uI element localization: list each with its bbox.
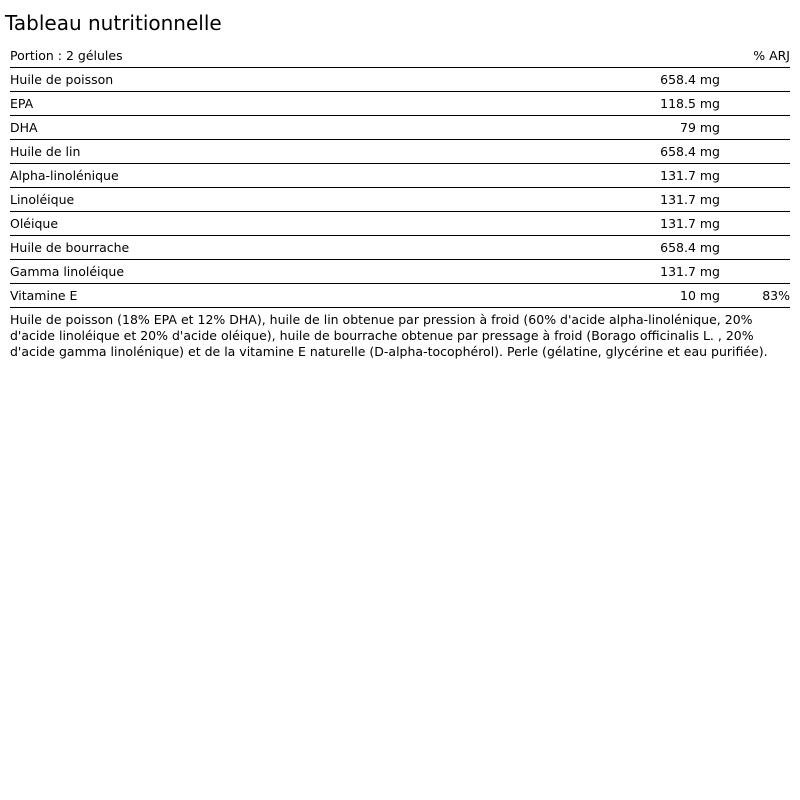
nutrient-name: Linoléique bbox=[10, 192, 75, 207]
table-row bbox=[10, 68, 790, 92]
nutrient-amount: 131.7 mg bbox=[660, 216, 720, 231]
nutrient-name: Huile de bourrache bbox=[10, 240, 130, 255]
table-row bbox=[10, 260, 790, 284]
table-row bbox=[10, 188, 790, 212]
nutrient-pct bbox=[720, 212, 790, 236]
nutrient-amount: 118.5 mg bbox=[660, 96, 720, 111]
table-row bbox=[10, 164, 790, 188]
nutrient-pct bbox=[720, 188, 790, 212]
nutrient-amount: 658.4 mg bbox=[660, 72, 720, 87]
nutrient-name: EPA bbox=[10, 96, 34, 111]
amount-header bbox=[590, 44, 720, 68]
ingredients-text: Huile de poisson (18% EPA et 12% DHA), huile de lin obtenue par pression à froid (60% d'acide alpha-linolénique, 20% d'acide linoléique et 20% d'acide oléique), huile de bourrache obtenue par pressage à froid (Borago officinalis L. , 20% d'acide gamma linolénique) et de la vitamine E naturelle (D-alpha-tocophérol). Perle (gélatine, glycérine et eau purifiée). bbox=[10, 312, 768, 359]
table-row bbox=[10, 140, 790, 164]
nutrient-amount: 658.4 mg bbox=[660, 240, 720, 255]
nutrient-amount: 79 mg bbox=[680, 120, 720, 135]
page-title: Tableau nutritionnelle bbox=[5, 11, 222, 35]
nutrient-pct: 83% bbox=[762, 288, 790, 303]
nutrient-pct bbox=[720, 260, 790, 284]
table-row bbox=[10, 92, 790, 116]
nutrient-name: DHA bbox=[10, 120, 38, 135]
table-row bbox=[10, 116, 790, 140]
nutrient-name: Huile de lin bbox=[10, 144, 81, 159]
nutrient-name: Oléique bbox=[10, 216, 59, 231]
nutrient-name: Huile de poisson bbox=[10, 72, 114, 87]
nutrient-amount: 10 mg bbox=[680, 288, 720, 303]
nutrient-pct bbox=[720, 164, 790, 188]
nutrient-name: Gamma linoléique bbox=[10, 264, 125, 279]
nutrient-pct bbox=[720, 140, 790, 164]
nutrient-amount: 131.7 mg bbox=[660, 264, 720, 279]
nutrient-pct bbox=[720, 236, 790, 260]
serving-label: Portion : 2 gélules bbox=[10, 48, 123, 63]
nutrient-amount: 658.4 mg bbox=[660, 144, 720, 159]
nutrient-name: Vitamine E bbox=[10, 288, 78, 303]
nutrient-pct bbox=[720, 92, 790, 116]
table-row bbox=[10, 236, 790, 260]
nutrient-amount: 131.7 mg bbox=[660, 192, 720, 207]
table-header-row bbox=[10, 44, 790, 68]
table-row bbox=[10, 212, 790, 236]
nutrient-name: Alpha-linolénique bbox=[10, 168, 119, 183]
nutrient-pct bbox=[720, 68, 790, 92]
nutrient-amount: 131.7 mg bbox=[660, 168, 720, 183]
nutrition-table bbox=[10, 44, 790, 308]
pct-header: % ARJ bbox=[753, 48, 790, 63]
table-row bbox=[10, 284, 790, 308]
nutrient-pct bbox=[720, 116, 790, 140]
